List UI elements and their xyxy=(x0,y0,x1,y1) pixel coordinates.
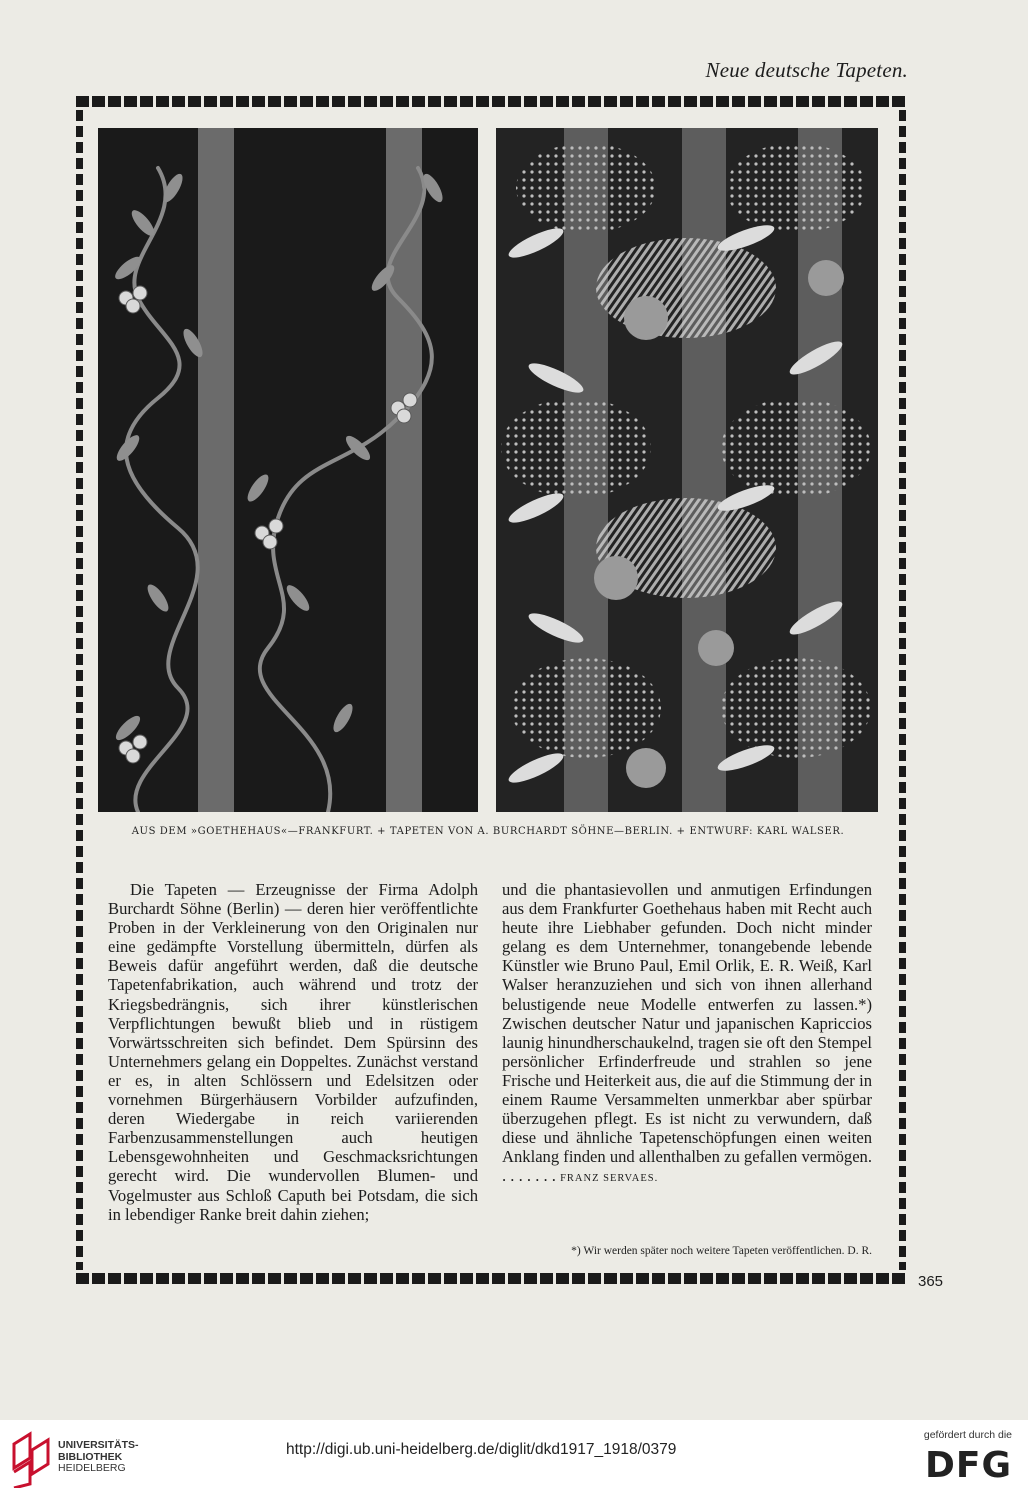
source-url-link[interactable]: http://digi.ub.uni-heidelberg.de/diglit/dkd1917_1918/0379 xyxy=(286,1441,677,1458)
author-signature: FRANZ SERVAES. xyxy=(560,1173,659,1185)
vine-pattern-image xyxy=(98,128,478,812)
border-left xyxy=(76,110,83,1270)
dfg-logo: DFG xyxy=(924,1445,1012,1486)
wallpaper-plate-walser xyxy=(496,128,878,812)
page-number: 365 xyxy=(918,1273,944,1290)
digitization-footer xyxy=(0,1420,1028,1495)
library-name-line1: UNIVERSITÄTS- xyxy=(58,1439,139,1451)
funding-label: gefördert durch die xyxy=(923,1429,1012,1441)
library-name-line3: HEIDELBERG xyxy=(58,1462,126,1474)
article-text-right-column xyxy=(502,880,872,1189)
border-right xyxy=(899,110,906,1270)
footnote: *) Wir werden später noch weitere Tapeten veröffentlichen. D. R. xyxy=(571,1245,872,1257)
floral-pattern-image xyxy=(496,128,878,812)
paragraph-left: Die Tapeten — Erzeugnisse der Firma Adolph Burchardt Söhne (Berlin) — deren hier veröffentlichte Proben in der Verkleinerung von den Originalen nur eine gedämpfte Vorstellung übermitteln, dürfen als Beweis dafür angeführt werden, daß die deutsche Tapetenfabrikation, auch während und trotz der Kriegsbedrängnis, sich ihrer künstlerischen Verpflichtungen bewußt blieb und in rüstigem Vorwärtsschreiten sich befindet. Dem Spürsinn des Unternehmers gelang ein Doppeltes. Zunächst verstand er es, in alten Schlössern und Edelsitzen oder vornehmen Bürgerhäusern Vorbilder aufzufinden, deren Wiedergabe in reich variierenden Farbenzusammenstellungen auch heutigen Lebensgewohnheiten und Geschmacksrichtungen gerecht wird. Die wundervollen Blumen- und Vogelmuster aus Schloß Caputh bei Potsdam, die sich in lebendiger Ranke breit dahin ziehen; xyxy=(108,880,478,1224)
running-head: Neue deutsche Tapeten. xyxy=(705,58,908,82)
border-top xyxy=(76,96,906,107)
border-bottom xyxy=(76,1273,906,1284)
figure-caption: AUS DEM »GOETHEHAUS«—FRANKFURT. + TAPETEN VON A. BURCHARDT SÖHNE—BERLIN. + ENTWURF: KARL WALSER. xyxy=(131,826,845,837)
wallpaper-plate-goethehaus xyxy=(98,128,478,812)
library-name xyxy=(58,1440,139,1475)
university-library-logo-icon xyxy=(10,1430,52,1488)
library-name-line2: BIBLIOTHEK xyxy=(58,1450,123,1463)
paragraph-right: und die phantasievollen und anmutigen Erfindungen aus dem Frankfurter Goethehaus haben mit Recht auch heute ihre Liebhaber gefunden. Doch nicht minder gelang es dem Unternehmer, tonangebende lebende Künstler wie Bruno Paul, Emil Orlik, E. R. Weiß, Karl Walser heranzuziehen und sich von ihnen allerhand belustigende neue Modelle entwerfen zu lassen.*) Zwischen deutscher Natur und japanischen Kapriccios launig hinundherschaukelnd, tragen sie oft den Stempel persönlicher Erfinderfreude und strahlen so jene Frische und Heiterkeit aus, die auf die Stimmung der in einem Raume Versammelten unmerkbar aber spürbar überzugehen pflegt. Es ist nicht zu verwundern, daß diese und ähnliche Tapetenschöpfungen einen weiten Anklang finden und allenthalben zu gefallen vermögen. . . . . . . . xyxy=(502,880,873,1186)
article-text-left-column xyxy=(108,880,478,1224)
